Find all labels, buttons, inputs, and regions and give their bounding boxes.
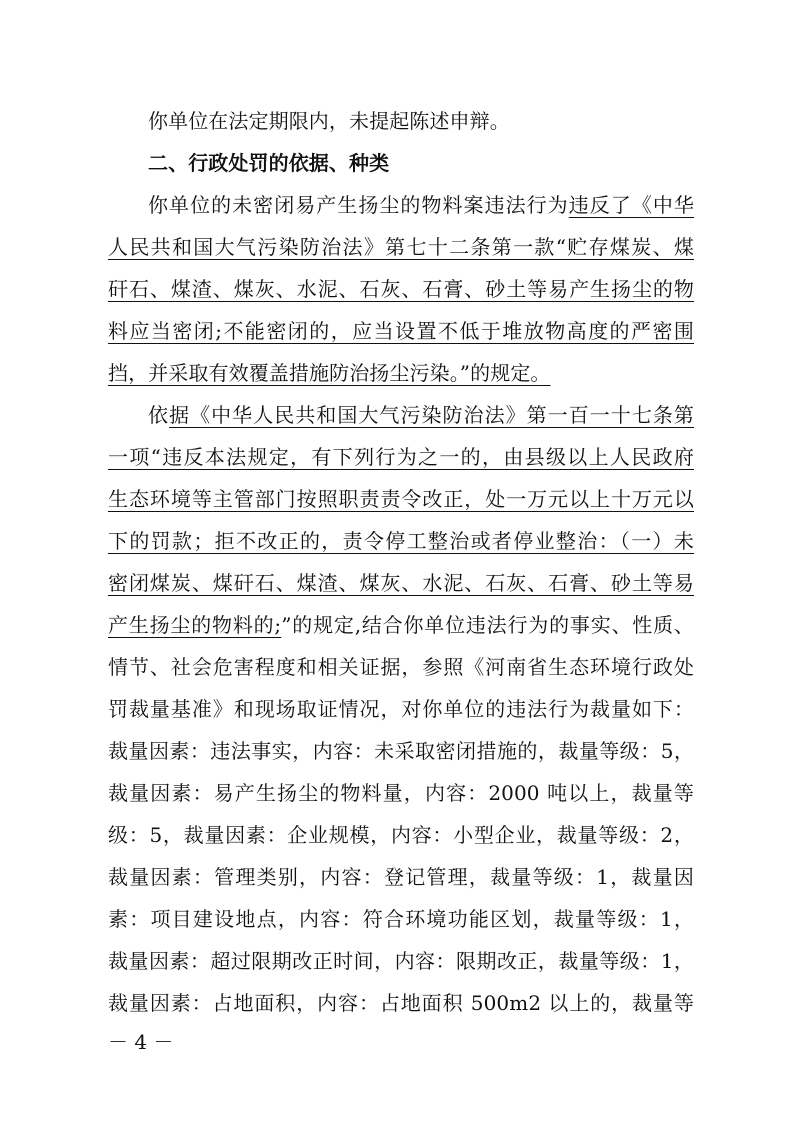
text-run: 你单位的未密闭易产生扬尘的物料案违法行为 <box>148 193 569 217</box>
underlined-text: 下的罚款；拒不改正的，责令停工整治或者停业整治：（一）未 <box>108 529 694 553</box>
underlined-text: 人民共和国大气污染防治法》第七十二条第一款“贮存煤炭、煤 <box>108 235 694 259</box>
text-run: 裁量因素：占地面积，内容：占地面积 500m2 以上的，裁量等 <box>108 991 694 1015</box>
text-run: 你单位在法定期限内，未提起陈述申辩。 <box>148 109 510 133</box>
text-run: 裁量因素：超过限期改正时间，内容：限期改正，裁量等级：1， <box>108 949 694 973</box>
text-line <box>108 611 694 639</box>
underlined-text: 密闭煤炭、煤矸石、煤渣、煤灰、水泥、石灰、石膏、砂土等易 <box>108 571 694 595</box>
text-line <box>108 863 694 891</box>
text-line <box>108 905 694 933</box>
text-run: 情节、社会危害程度和相关证据，参照《河南省生态环境行政处 <box>108 655 694 679</box>
text-line <box>108 947 694 975</box>
underlined-text: 矸石、煤渣、煤灰、水泥、石灰、石膏、砂土等易产生扬尘的物 <box>108 277 694 301</box>
text-run: 罚裁量基准》和现场取证情况，对你单位的违法行为裁量如下： <box>108 697 694 721</box>
heading-text: 二、行政处罚的依据、种类 <box>148 151 390 175</box>
page-number: － 4 － <box>108 1030 174 1054</box>
text-line <box>108 569 694 597</box>
section-heading <box>148 149 694 177</box>
text-line <box>108 527 694 555</box>
underlined-text: 产生扬尘的物料的; <box>108 613 282 637</box>
text-line <box>108 233 694 261</box>
text-line <box>108 695 694 723</box>
text-run: 裁量因素：管理类别，内容：登记管理，裁量等级：1，裁量因 <box>108 865 694 889</box>
text-run: 依 <box>148 403 170 427</box>
text-run: 级：5，裁量因素：企业规模，内容：小型企业，裁量等级：2， <box>108 823 694 847</box>
text-run: 裁量因素：易产生扬尘的物料量，内容：2000 吨以上，裁量等 <box>108 781 694 805</box>
text-line <box>108 317 694 345</box>
text-line <box>148 401 694 429</box>
underlined-text: 挡，并采取有效覆盖措施防治扬尘污染。”的规定。 <box>108 361 551 385</box>
text-line <box>148 107 694 135</box>
text-line <box>108 359 694 387</box>
text-run: 素：项目建设地点，内容：符合环境功能区划，裁量等级：1， <box>108 907 694 931</box>
text-line <box>108 485 694 513</box>
text-line <box>108 653 694 681</box>
underlined-text: 据《中华人民共和国大气污染防治法》第一百一十七条第 <box>169 403 695 427</box>
text-run: ”的规定,结合你单位违法行为的事实、性质、 <box>281 613 694 637</box>
underlined-text: 违反了《中华 <box>568 193 694 217</box>
text-run: 裁量因素：违法事实，内容：未采取密闭措施的，裁量等级：5， <box>108 739 694 763</box>
text-line <box>148 191 694 219</box>
text-line <box>108 779 694 807</box>
underlined-text: 生态环境等主管部门按照职责责令改正，处一万元以上十万元以 <box>108 487 694 511</box>
underlined-text: 一项“违反本法规定，有下列行为之一的，由县级以上人民政府 <box>108 445 694 469</box>
underlined-text: 料应当密闭;不能密闭的，应当设置不低于堆放物高度的严密围 <box>108 319 694 343</box>
text-line <box>108 443 694 471</box>
text-line <box>108 821 694 849</box>
text-line <box>108 737 694 765</box>
text-line <box>108 989 694 1017</box>
text-line <box>108 275 694 303</box>
